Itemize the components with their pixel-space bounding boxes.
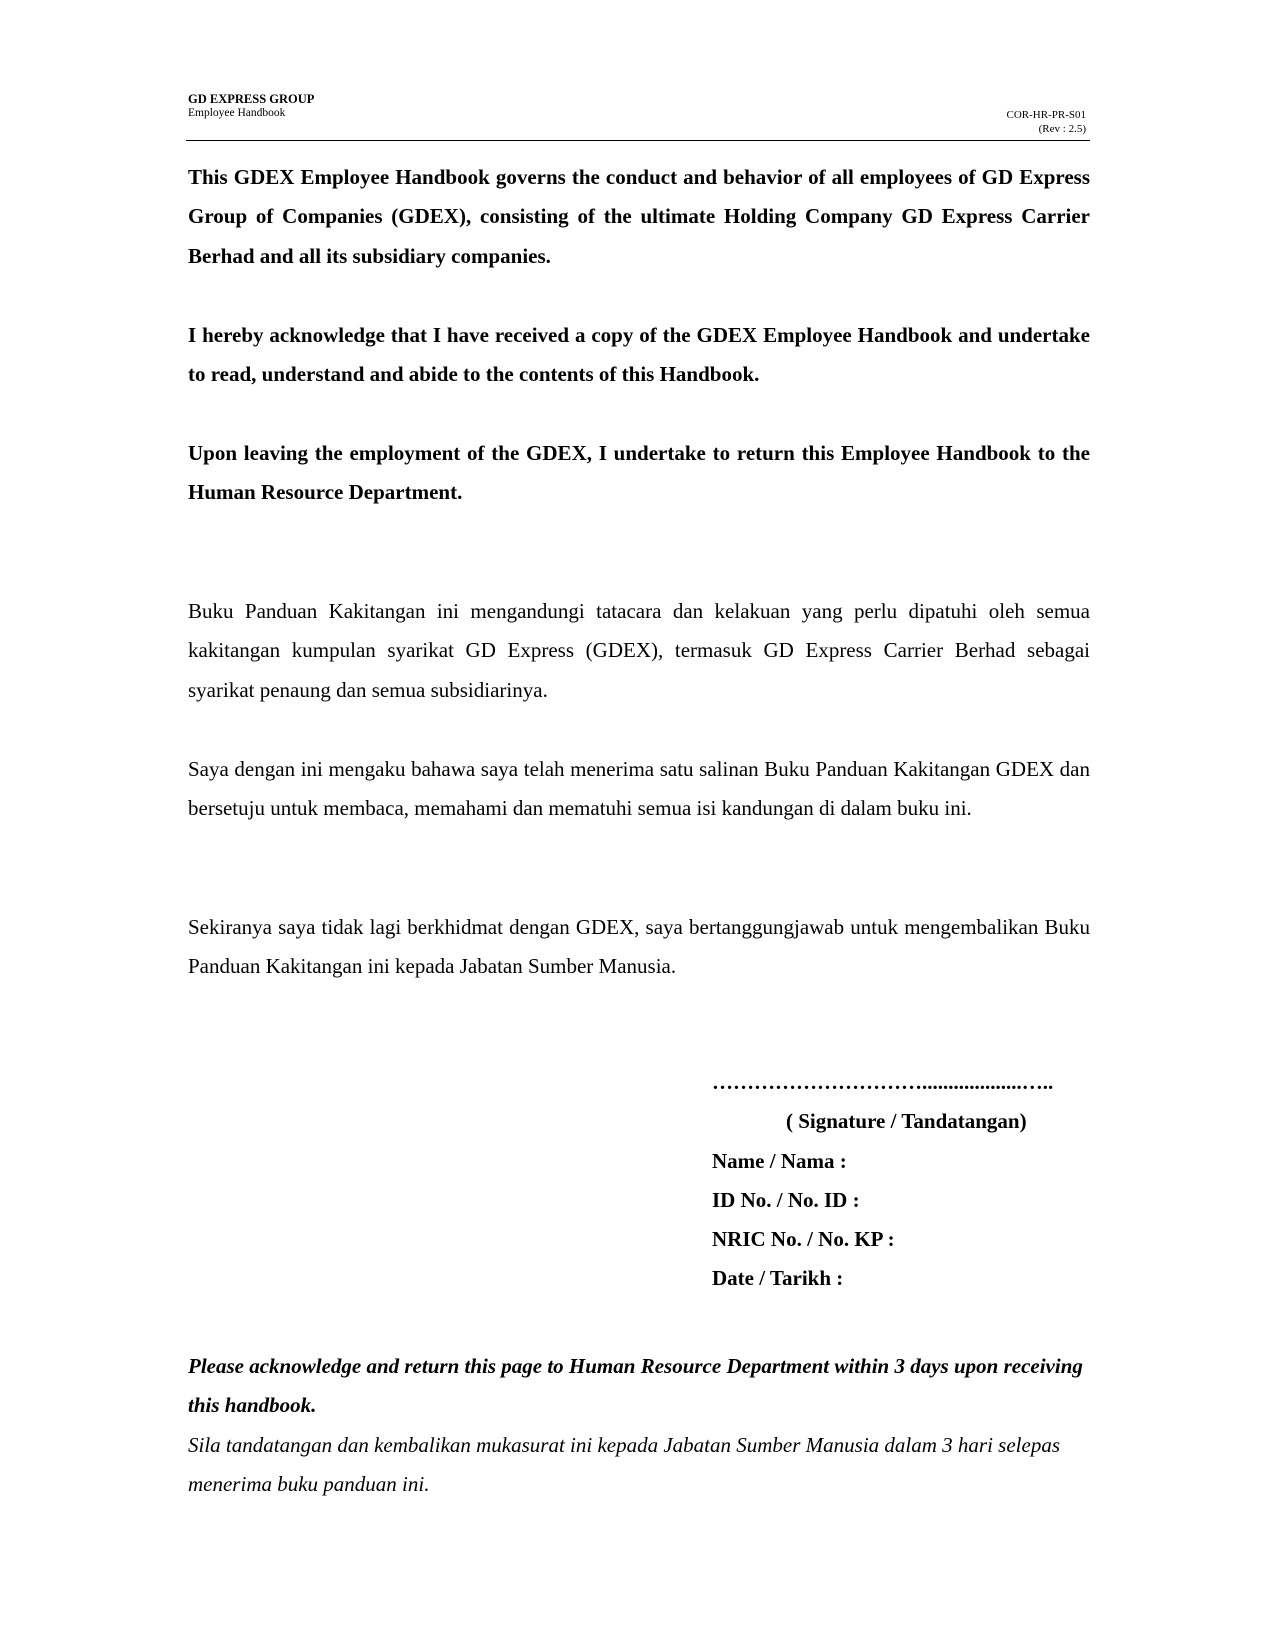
return-notice-malay: Sila tandatangan dan kembalikan mukasurat ini kepada Jabatan Sumber Manusia dalam 3 hari selepas menerima buku panduan ini. [188,1433,1061,1497]
name-field-label: Name / Nama : [712,1148,847,1173]
document-revision: (Rev : 2.5) [1038,123,1086,135]
document-code: COR-HR-PR-S01 [1006,109,1086,121]
header-right [1007,108,1086,136]
company-name: GD EXPRESS GROUP [188,92,315,106]
malay-acknowledge-paragraph: Saya dengan ini mengaku bahawa saya telah menerima satu salinan Buku Panduan Kakitangan GDEX dan bersetuju untuk membaca, memahami dan mematuhi semua isi kandungan di dalam buku ini. [188,757,1090,821]
id-field-label: ID No. / No. ID : [712,1187,860,1212]
english-return-paragraph: Upon leaving the employment of the GDEX, I undertake to return this Employee Handbook to the Human Resource Department. [188,441,1090,505]
english-acknowledge-paragraph: I hereby acknowledge that I have received a copy of the GDEX Employee Handbook and undertake to read, understand and abide to the contents of this Handbook. [188,323,1090,387]
malay-governs-paragraph: Buku Panduan Kakitangan ini mengandungi tatacara dan kelakuan yang perlu dipatuhi oleh semua kakitangan kumpulan syarikat GD Express (GDEX), termasuk GD Express Carrier Berhad sebagai syarikat penaung dan semua subsidiarinya. [188,599,1090,702]
signature-line: …………………………...................….. [712,1070,1054,1094]
english-governs-paragraph: This GDEX Employee Handbook governs the conduct and behavior of all employees of GD Express Group of Companies (GDEX), consisting of the ultimate Holding Company GD Express Carrier Berhad and all its subsidiary companies. [188,165,1090,268]
malay-return-paragraph: Sekiranya saya tidak lagi berkhidmat dengan GDEX, saya bertanggungjawab untuk mengembalikan Buku Panduan Kakitangan ini kepada Jabatan Sumber Manusia. [188,915,1090,979]
header-left [188,92,314,120]
document-label: Employee Handbook [188,107,286,119]
page-header [186,92,1090,141]
signature-block [712,1063,1092,1299]
nric-field-label: NRIC No. / No. KP : [712,1227,895,1252]
return-notice-english: Please acknowledge and return this page to Human Resource Department within 3 days upon receiving this handbook. [188,1354,1083,1418]
date-field-label: Date / Tarikh : [712,1266,844,1291]
signature-caption: ( Signature / Tandatangan) [786,1109,1027,1134]
